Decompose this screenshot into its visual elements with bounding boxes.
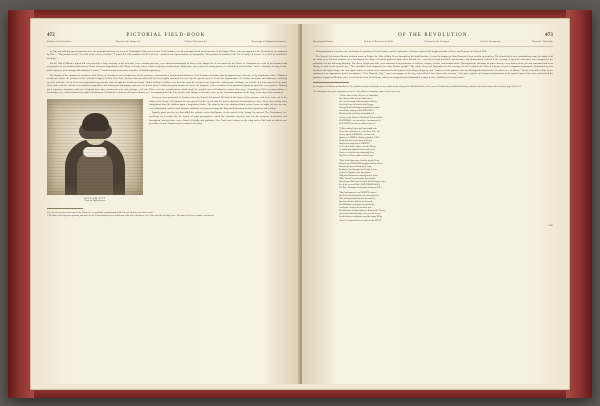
verse-line: Should Britain’s self against herself divide, [339,204,375,207]
verse-line: Should Hosts rebellious shake our Brunswick’s Throne, [339,210,386,213]
right-page [302,24,564,384]
verse-line: Let Freed of Belief, Sharer of Lord’s Means, [339,145,377,148]
verse-line: Art but that, waiting, in that ROUTINE’s— [339,110,376,113]
verse-line: Through Death and Dangers urged Pride pointed [339,107,380,110]
verse-line: With proud Deliverance nothing in their crime; [339,175,379,178]
figure-caption [47,197,143,204]
verse-line: But that within our Hearts’ and public cell [339,113,374,116]
paragraph: Great joy was manifested in London when the Repeal Act passed. Pitt had all the honor of the measure, and as he came out to the lobby of the House of Commons he was greeted by the crowd with the most enthusiast demonstrations of joy. They cheered him, they clung about him like children upon a long-absent father. The ships in the river displayed their colors; houses at night, all over the city, were illuminated; and the most fulsome adulation was bestowed upon the king and Parliament for their goodness and wisdom. [149,96,287,110]
verse-line: Around as Thunder, serve their papers, [339,172,372,175]
verse-line: By this dread we unsheathe sword the happy WHig, [339,216,383,219]
paragraph: The change in the opinions of members of the House of Commons was wrought more by the petitions, remonstrances, and personal influence of the London merchants, than by appeals from America, or by disturbances there. Ministers would not resolve the petitions of the colonial Congress held at New York, because that assembly had not been legally summoned to meet by the superior power. It was the importunities of London merchants and tradesmen, suffering severely from the effects of the non-importation agreements, that wrought the wondrous change. Half a million of dollars were then due from the colonies; and, under the existing state of things, not a dollar of it was expected to be paid. Their trade with the colonies was suddenly suspended, and nothing but bankruptcy and ruin was before them. London being the business heart of the kingdom, with a cessation of its pulsations paralysis spread to every portion. Nothing but a vigorous extraction could save England from utter commercial ruin, and, perhaps, civil war. These were the considerations which made the sensible men in Parliament earnest their steps. According to Pitt’s recommendation, a Declaratory Act, which affirmed the right of Parliament “to bind the colonies in all cases whatsoever,” accompanied the bill. The repeal of the Stamp Act became a law, by the reluctant signature of the king, on the day of its enactment. [47,73,287,95]
side-note: Rejoicings in England and America. [251,40,287,43]
paragraph: Equally great was the joy that filled the colonies when intelligence of the repeal of the Stamp Act arrived. The Declaratory Act, involving, as it really did, the kernel of royal prerogatives which the colonists rejected, was, for the moment, overlooked, and throughout America there was a burst of loyalty and gratitude. New York voted statues to the king and to Pitt, both of which were presently erected. Virginia voted a statue to the king. [149,111,287,126]
verse-line: In SLAVERY, the fate we mourn to save it.” [339,122,376,125]
figure-caption-credit: From an English print. [84,200,106,203]
right-running-title: OF THE REVOLUTION. [398,33,470,38]
verse-line: Hail, darling monarch! by this act endear’d, [339,198,376,201]
verse-line: Our Liberty’s thus lovely Goddess here! [339,98,373,101]
marginal-year: 1706. [548,224,553,227]
verse-line: Oppressor CAMDEN, Britain’s guardian, FATE! [339,136,380,139]
verse-line: “Heav’n bid Oppression, bend the strained Arise, [339,159,380,162]
figure-william-pitt [47,99,143,203]
side-note: Release of Prisoners for Debt. [364,40,394,43]
right-page-footline [313,225,553,227]
left-footnote-rule [47,208,83,209]
left-page [36,24,298,384]
verse-line: And as they dared thy throne, they tear the Crown; [339,213,382,216]
verse-line: “While rushing Chains and Curses shall unite, [339,127,378,130]
verse-line: “O Race whose trust in Heaven, we stand alone, [339,95,380,98]
verse-line: That Thou of Praise shall see that Crown.” [339,154,375,157]
verse-block [339,95,553,222]
verse-line: The Hate, Exchanges and perfume Lamps of Hell.” [339,187,382,190]
verse-line: O once we shield in firm impending Woes, [339,151,375,154]
paragraph: of Pitt, and with that great statesman were the principal advocates of a repeal. Christopher Pratt, now become Lord Camden, was the principal friend of the measure in the Upper House, but was opposed to the Declaratory Act proposed by Pitt. — “My position is this,” he said, in the course of debate; “I repeat it; I will maintain it to the last hour—taxation and representation are inseparable. This position is founded in the law of nature. It is more; it is itself an eternal law of nature.” [47,49,287,61]
verse-line: Our firm affection shall we not forward, [339,201,373,204]
verse-line: To you, appeal O BRITON!—we can read, [339,133,375,136]
verse-line: “Our Faith approved, our LIBERTY restored, [339,192,377,195]
right-note-rule [313,82,349,83]
note-continuation: the inscriptions of William and Paul Revere. The combined remains of this statue are now within an iron railing of the Fifth Ward Hotel, on the corner of Franklin Street and West Broadway. A sketch of the broken statue will be found on page 500, Vol. II. [313,86,521,89]
paragraph: On the 18th of March a repeal bill was passed by a large majority of the men who, a few months previous, were almost unanimously in favor of the Stamp Act. It was carried in the House of Commons by a vote of two hundred and seventy-five to one hundred and sixteen. It met strenuous opposition in the House of Lords, where it had a majority of thirty-four. Thirty-three peers entered a strong protest, in which they declared that “such a relaxation of king, Lords, and Commons, in so strange and unkind-of a nature,” would amount to an entire surrender of British supremacy. [47,61,287,72]
verse-line: SUSPENDED—we can not give Arm must not fit, [339,119,382,122]
side-note: Hancock’s Liberality. [531,40,553,43]
verse-line: While Tyrant Fear dealt guilty Tarts tremble, [339,178,377,181]
verse-line: Shields from Bold Arms, and give their Treasures reap— [339,181,387,184]
verse-line: And mov’d the Fathers of Earth and Terrors of Hell! [339,116,383,119]
verse-line: These vast, tremendous fi—o th’ Race, O It—oh, [339,130,380,133]
right-text-column [313,50,553,80]
side-note: Carnival on the Common. [424,40,450,43]
side-note: Rejoicing in Boston. [313,40,334,43]
paragraph: Maryland passed a similar vote, and ordered a portrait of Lord Camden; and the authorities of Boston ordered full-length portraits of Barré and Conway for Faneuil Hall. [316,49,487,53]
engraving-image [47,99,143,195]
side-note: Repeal of the Stamp Act. [116,40,141,43]
verse-line: Whom honest FREEDOM struggles with her Chain; [339,162,383,165]
left-running-head [47,33,287,39]
verse-line: Emblem in true through some Temple to save; [339,169,378,172]
footnote: 2 The statue of the king was equestrian, and made of lead. It stood within the present inclosure at the foot of Broadway, New York, called the Bowling Green. The status of Pitt was of marble, and stood at [47,214,214,217]
left-footnotes [47,212,287,217]
right-notes [313,86,553,93]
verse-line: But join the Sons of Virtue lately Land, [339,165,372,168]
right-side-notes [313,41,553,44]
left-folio: 472 [47,33,55,38]
paragraph: The Repeal Act reached Boston at about noon on Friday, the 16th of May. It was brought by the brig Harrison, a vessel belonging to John Hancock. Great was the general joy. The church-bells were immediately rung; the cabin of all the ships were hoisted; cannons were discharged; the flags of Liberty gathered under their favorite tree, and cheered and hurrahed; and bonfires and illuminations enlivened the evening. A general celebration was arranged by the authorities for the following Monday. The doors, bright and wide, were unbarred in by injunction of cadence, ringing of bells, and martial music. Throughout the liberality of some citizens, every debtor in the jail was ransomed and set at liberty, to unite in the general joy. “This charitable deed originated in a fine Boston nymph.” The whole town was illuminated in the evening. On the Common the Sons of Liberty erected a magnificent pyramid, illuminated by two hundred and eighty lamps, the four upper stories of which were ornamented with figures of the king and queen, and “fourteen of the patriots who had distinguished themselves for their love of liberty.” On the four sides of the lower apartment were appropriate poetic inscriptions. “John Hancock, Esq.,” says a newspaper of the day, from which I have drawn this account, “who gave a grand and elegant entertainment to the genteel part of the town, and treated the populace to pipes of Madeira wine, erected at the front of his house, which was magnificently illuminated, a stage for the exhibition of his fire-works.” [313,54,553,79]
footnote: 1 See his own account on the repeal of the Stamp Act “were publicly communicated by Mr. Pitt, and filled the town with wonder.” [47,212,154,215]
verse-line: And hostile Armies flow on either side— [339,207,374,210]
side-note: Fowle’s Inscriptions. [480,40,502,43]
verse-line: As disaffection stains these peaceful scenes; [339,148,376,151]
verse-line: And we’ll contend who loves and fears the KING!” [339,219,382,222]
verse-line: Our Hearts bend grateful to our sovereign Lord; [339,195,379,198]
left-text-column [47,50,287,205]
left-running-title: PICTORIAL FIELD-BOOK [126,33,206,38]
verse-line: See, in the covered Wine, OPPRESSION bid tell, [339,184,381,187]
right-head-rule [313,46,553,47]
figure-caption-title: WILLIAM PITT. [83,196,107,200]
verse-line: Boards late lower, and ember’d lid as he [339,139,373,142]
verse-intro: The following are the poetic inscriptions referred to. They allude to unfortunate figures on the lower story: [313,90,401,93]
right-running-head [313,33,553,39]
right-folio: 473 [545,33,553,38]
left-side-notes [47,41,287,44]
verse-line: Lost in the Lap, and rested on the Tongue; [339,104,375,107]
side-note: Petition of Lord Camden. [47,40,72,43]
side-note: Charles Pratt offered it. [184,40,208,43]
page-block [30,18,570,390]
open-book [8,10,592,398]
left-head-rule [47,46,287,47]
verse-line: Here are not wrong’d that men have held thee, [339,101,378,104]
verse-line: Deprived of being thus of LIBERTY! [339,142,371,145]
